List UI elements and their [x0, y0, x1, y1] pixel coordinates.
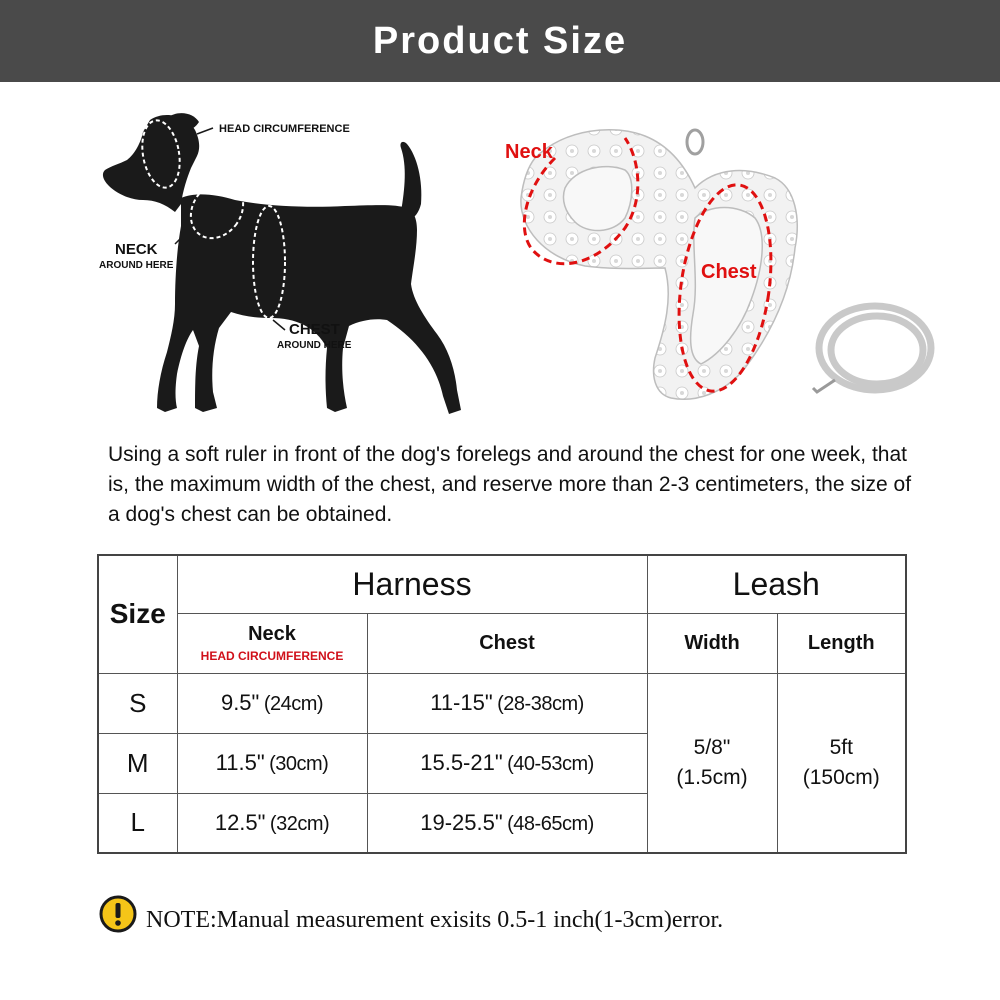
- chest-sub-label: AROUND HERE: [277, 340, 352, 351]
- neck-header: Neck: [248, 623, 296, 645]
- neck-cell: 12.5" (32cm): [177, 793, 367, 853]
- chest-cell: 19-25.5" (48-65cm): [367, 793, 647, 853]
- dog-measurement-diagram: [95, 108, 495, 428]
- neck-sub-label: AROUND HERE: [99, 260, 174, 271]
- leash-clip: [813, 380, 835, 392]
- chest-cell: 15.5-21" (40-53cm): [367, 733, 647, 793]
- leash-width-cell: 5/8" (1.5cm): [647, 673, 777, 853]
- note-line: [98, 893, 723, 934]
- width-header: Width: [647, 613, 777, 673]
- leash-header: Leash: [647, 555, 906, 613]
- harness-ring: [687, 130, 703, 154]
- chest-label: CHEST: [289, 321, 340, 338]
- leash-coil: [819, 306, 931, 390]
- neck-header-cell: [177, 613, 367, 673]
- page-title: Product Size: [372, 19, 628, 62]
- neck-sub-header: HEAD CIRCUMFERENCE: [200, 649, 344, 663]
- harness-chest-label: Chest: [701, 261, 757, 283]
- chest-header: Chest: [367, 613, 647, 673]
- note-text: NOTE:Manual measurement exisits 0.5-1 inch(1-3cm)error.: [146, 907, 724, 933]
- warning-icon: [98, 894, 138, 934]
- table-row: [98, 673, 906, 733]
- leash-length-cell: 5ft (150cm): [777, 673, 906, 853]
- neck-label: NECK: [115, 241, 158, 258]
- neck-cell: 11.5" (30cm): [177, 733, 367, 793]
- size-cell: L: [98, 793, 177, 853]
- size-table: [97, 554, 907, 854]
- harness-header: Harness: [177, 555, 647, 613]
- size-cell: M: [98, 733, 177, 793]
- head-circumference-label: HEAD CIRCUMFERENCE: [219, 123, 350, 135]
- length-header: Length: [777, 613, 906, 673]
- header-bar: [0, 0, 1000, 82]
- chest-cell: 11-15" (28-38cm): [367, 673, 647, 733]
- neck-cell: 9.5" (24cm): [177, 673, 367, 733]
- size-header: Size: [98, 555, 177, 673]
- harness-product-diagram: [495, 118, 965, 418]
- size-cell: S: [98, 673, 177, 733]
- harness-neck-label: Neck: [505, 141, 553, 163]
- measurement-description: Using a soft ruler in front of the dog's forelegs and around the chest for one week, that is, the maximum width of the chest, and reserve more than 2-3 centimeters, the size of a dog's chest can be obtained.: [108, 443, 912, 526]
